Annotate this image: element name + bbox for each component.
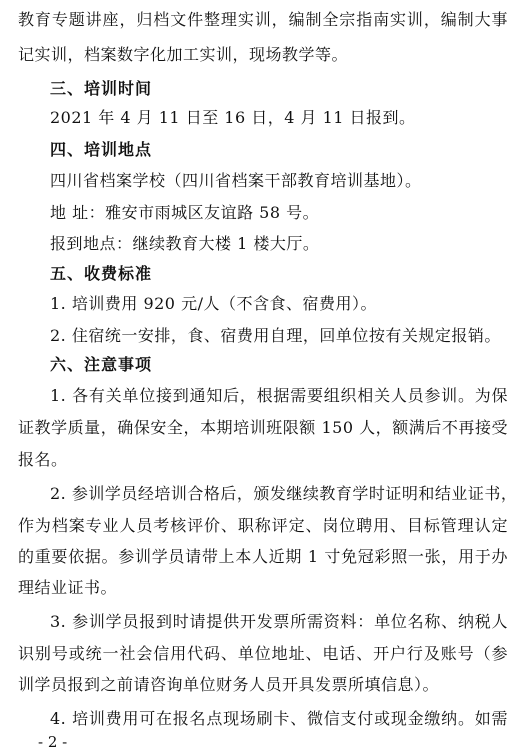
body-text-line: 训学员报到之前请咨询单位财务人员开具发票所填信息）。 — [18, 675, 440, 694]
body-text-line: 报名。 — [18, 450, 68, 469]
body-text-line: 1. 培训费用 920 元/人（不含食、宿费用）。 — [50, 294, 377, 313]
section-heading-notes: 六、注意事项 — [50, 355, 153, 374]
body-text-line: 证教学质量，确保安全，本期培训班限额 150 人，额满后不再接受 — [18, 418, 508, 437]
page-number: - 2 - — [38, 733, 68, 751]
body-text-line: 4. 培训费用可在报名点现场刷卡、微信支付或现金缴纳。如需 — [50, 709, 508, 728]
body-text-line: 3. 参训学员报到时请提供开发票所需资料：单位名称、纳税人 — [50, 612, 508, 631]
body-text-line: 作为档案专业人员考核评价、职称评定、岗位聘用、目标管理认定 — [18, 516, 508, 535]
section-heading-fees: 五、收费标准 — [50, 264, 153, 283]
section-heading-training-time: 三、培训时间 — [50, 79, 153, 98]
body-text-line: 1. 各有关单位接到通知后，根据需要组织相关人员参训。为保 — [50, 386, 508, 405]
section-heading-training-location: 四、培训地点 — [50, 140, 153, 159]
body-text-line: 地 址：雅安市雨城区友谊路 58 号。 — [50, 203, 320, 222]
body-text-line: 的重要依据。参训学员请带上本人近期 1 寸免冠彩照一张，用于办 — [18, 547, 508, 566]
body-text-line: 记实训，档案数字化加工实训，现场教学等。 — [18, 45, 349, 64]
body-text-line: 识别号或统一社会信用代码、单位地址、电话、开户行及账号（参 — [18, 644, 508, 663]
body-text-line: 教育专题讲座，归档文件整理实训，编制全宗指南实训，编制大事 — [18, 10, 508, 29]
body-text-line: 四川省档案学校（四川省档案干部教育培训基地）。 — [50, 171, 422, 190]
body-text-line: 报到地点：继续教育大楼 1 楼大厅。 — [50, 234, 320, 253]
body-text-line: 2021 年 4 月 11 日至 16 日，4 月 11 日报到。 — [50, 108, 416, 127]
body-text-line: 2. 住宿统一安排，食、宿费用自理，回单位按有关规定报销。 — [50, 326, 501, 345]
body-text-line: 2. 参训学员经培训合格后，颁发继续教育学时证明和结业证书， — [50, 484, 518, 503]
body-text-line: 理结业证书。 — [18, 578, 118, 597]
